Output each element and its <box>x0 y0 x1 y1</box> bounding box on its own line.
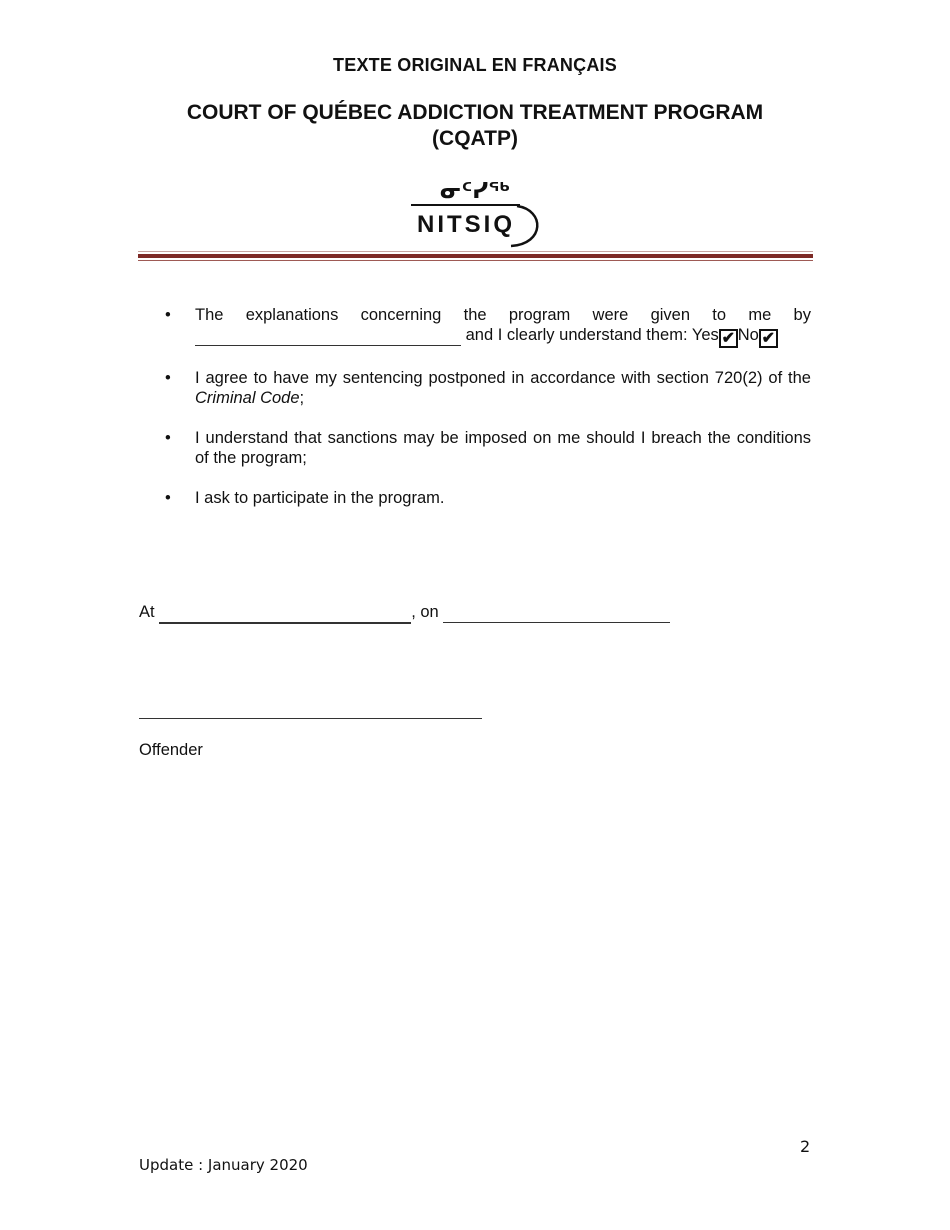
explanation-line1: The explanations concerning the program were given to me by <box>195 306 811 324</box>
logo-wordmark: NITSIQ <box>417 211 516 238</box>
list-item: • I agree to have my sentencing postponed in accordance with section 720(2) of the Criminal Code; <box>165 369 811 407</box>
list-item: • I ask to participate in the program. <box>165 489 445 507</box>
header-rule-light <box>138 251 813 252</box>
explanation-line2: and I clearly understand them: Yes ✔ No ✔ <box>195 325 811 348</box>
place-date-line: At , on <box>139 603 670 624</box>
offender-label: Offender <box>139 741 203 759</box>
document-title: COURT OF QUÉBEC ADDICTION TREATMENT PROGRAM <box>186 101 764 124</box>
document-title-acronym: (CQATP) <box>432 127 518 150</box>
header-rule <box>138 254 813 258</box>
logo-syllabics: ᓂᑦᓯᖅ <box>439 179 511 204</box>
consent-list <box>165 305 811 528</box>
nitsiq-logo <box>405 172 550 252</box>
list-item <box>165 305 811 348</box>
date-field[interactable] <box>443 603 670 623</box>
place-field[interactable] <box>159 603 411 624</box>
update-date: Update : January 2020 <box>139 1156 308 1174</box>
original-text-note: TEXTE ORIGINAL EN FRANÇAIS <box>333 55 617 75</box>
bullet-icon: • <box>165 489 171 507</box>
bullet-icon: • <box>165 369 171 387</box>
bullet-icon: • <box>165 429 171 447</box>
list-item: • I understand that sanctions may be imposed on me should I breach the conditions of the program; <box>165 429 811 467</box>
bullet-icon: • <box>165 306 171 324</box>
explainer-name-field[interactable] <box>195 325 461 346</box>
no-checkbox[interactable]: ✔ <box>759 329 778 348</box>
yes-checkbox[interactable]: ✔ <box>719 329 738 348</box>
page-number: 2 <box>800 1137 811 1156</box>
offender-signature-line[interactable] <box>139 718 482 719</box>
header-rule-thin <box>138 260 813 261</box>
